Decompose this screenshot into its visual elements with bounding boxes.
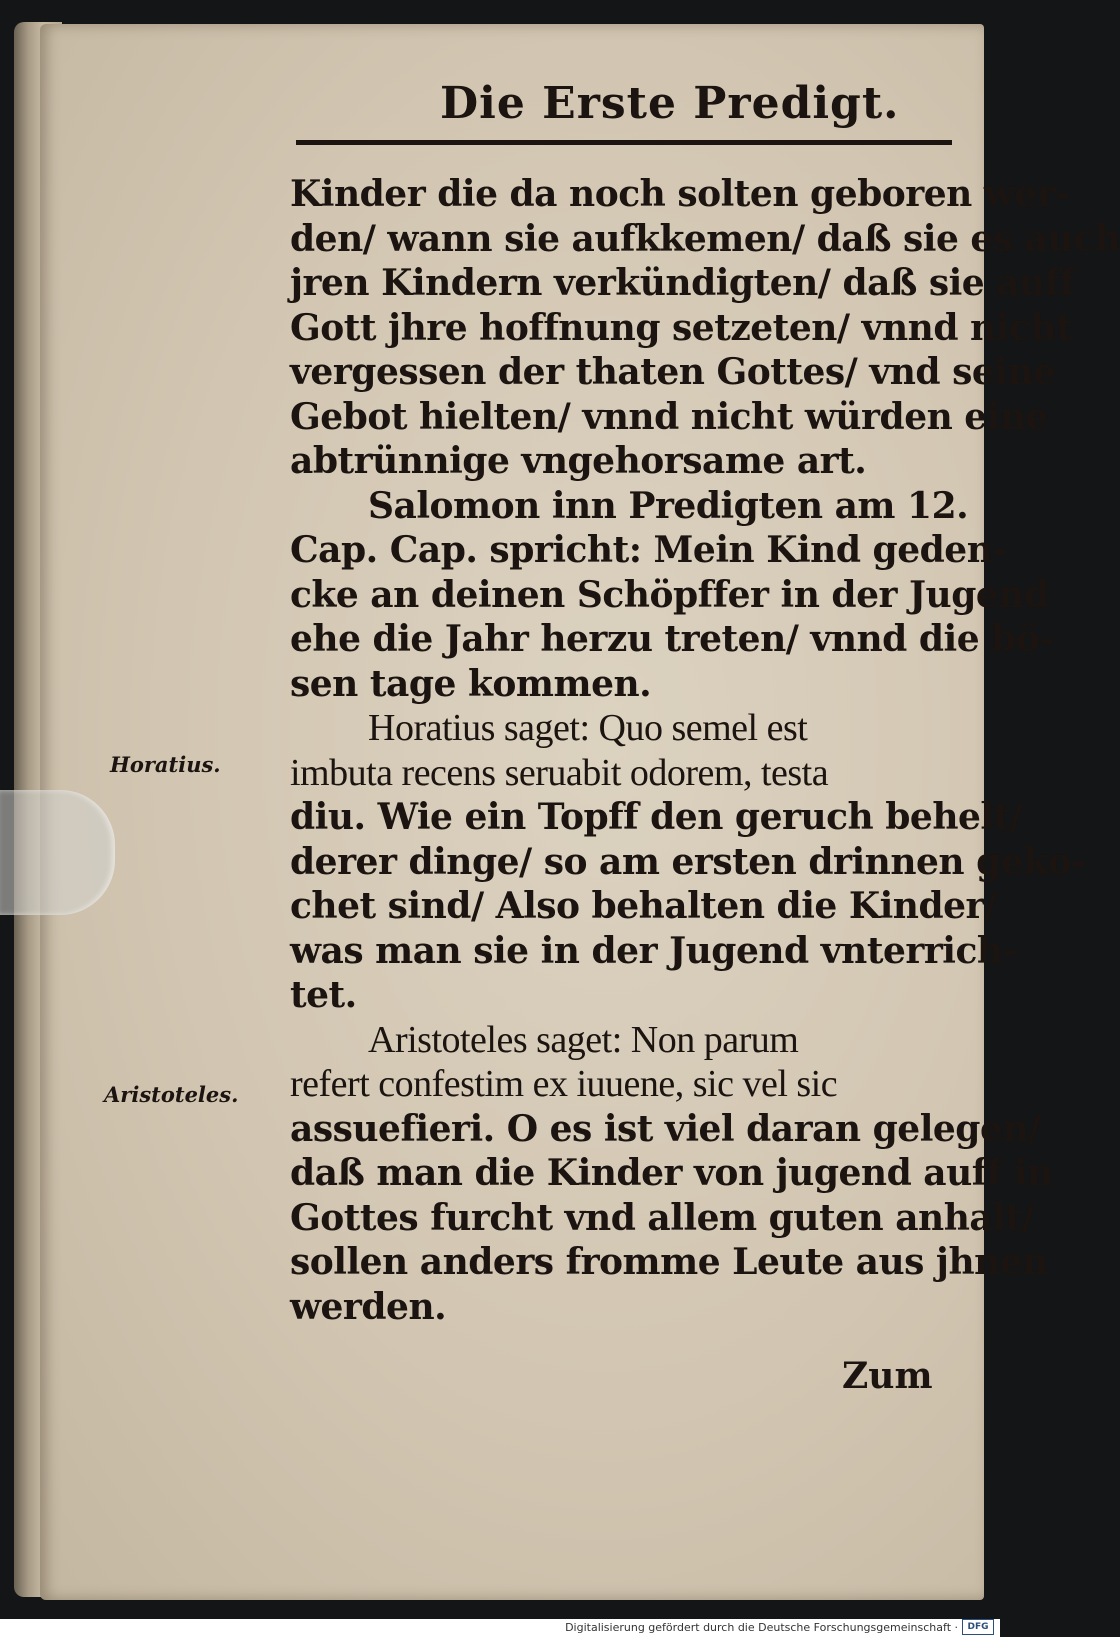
text-line: Salomon inn Predigten am 12.: [368, 484, 969, 527]
text-line: diu. Wie ein Topff den geruch behelt/: [290, 796, 1023, 838]
head-rule: [296, 140, 952, 145]
page-clip: [0, 790, 115, 915]
text-line: was man sie in der Jugend vnterrich-: [290, 929, 1018, 972]
text-line: daß man die Kinder von jugend auff in: [290, 1152, 1053, 1194]
text-line: refert confestim ex iuuene, sic vel sic: [290, 1063, 838, 1105]
text-line: abtrünnige vngehorsame art.: [290, 440, 867, 482]
text-line: Horatius saget: Quo semel est: [368, 707, 808, 749]
text-line: imbuta recens seruabit odorem, testa: [290, 751, 829, 794]
text-line: Cap. Cap. spricht: Mein Kind geden-: [290, 529, 1007, 571]
running-head: Die Erste Predigt.: [440, 78, 900, 129]
text-line: Aristoteles saget: Non parum: [368, 1018, 799, 1061]
text-line: Gottes furcht vnd allem guten anhalt/: [290, 1196, 1035, 1239]
text-line: Gebot hielten/ vnnd nicht würden eine: [290, 395, 1048, 438]
text-line: derer dinge/ so am ersten drinnen geko-: [290, 840, 1086, 883]
text-line: jren Kindern verkündigten/ daß sie auff: [290, 262, 1075, 304]
marginal-note-aristoteles: Aristoteles.: [104, 1082, 239, 1107]
text-line: den/ wann sie aufkkemen/ daß sie es auch: [290, 217, 1120, 260]
text-line: sollen anders fromme Leute aus jhnen: [290, 1241, 1048, 1283]
dfg-logo: DFG: [962, 1619, 994, 1635]
marginal-note-horatius: Horatius.: [110, 752, 221, 777]
catchword: Zum: [842, 1355, 933, 1397]
text-line: chet sind/ Also behalten die Kinder/: [290, 885, 997, 927]
footer-text: Digitalisierung gefördert durch die Deutsche Forschungsgemeinschaft ·: [565, 1621, 958, 1634]
text-line: ehe die Jahr herzu treten/ vnnd die bö-: [290, 618, 1054, 660]
text-line: Gott jhre hoffnung setzeten/ vnnd nicht: [290, 306, 1073, 349]
text-line: cke an deinen Schöpffer in der Jugend: [290, 573, 1049, 616]
text-line: Kinder die da noch solten geboren wer-: [290, 173, 1070, 215]
footer: [0, 1619, 1000, 1637]
text-line: assuefieri. O es ist viel daran gelegen/: [290, 1107, 1041, 1150]
text-line: werden.: [290, 1285, 447, 1328]
text-line: sen tage kommen.: [290, 662, 652, 705]
text-line: vergessen der thaten Gottes/ vnd seine: [290, 351, 1056, 393]
text-line: tet.: [290, 974, 357, 1016]
